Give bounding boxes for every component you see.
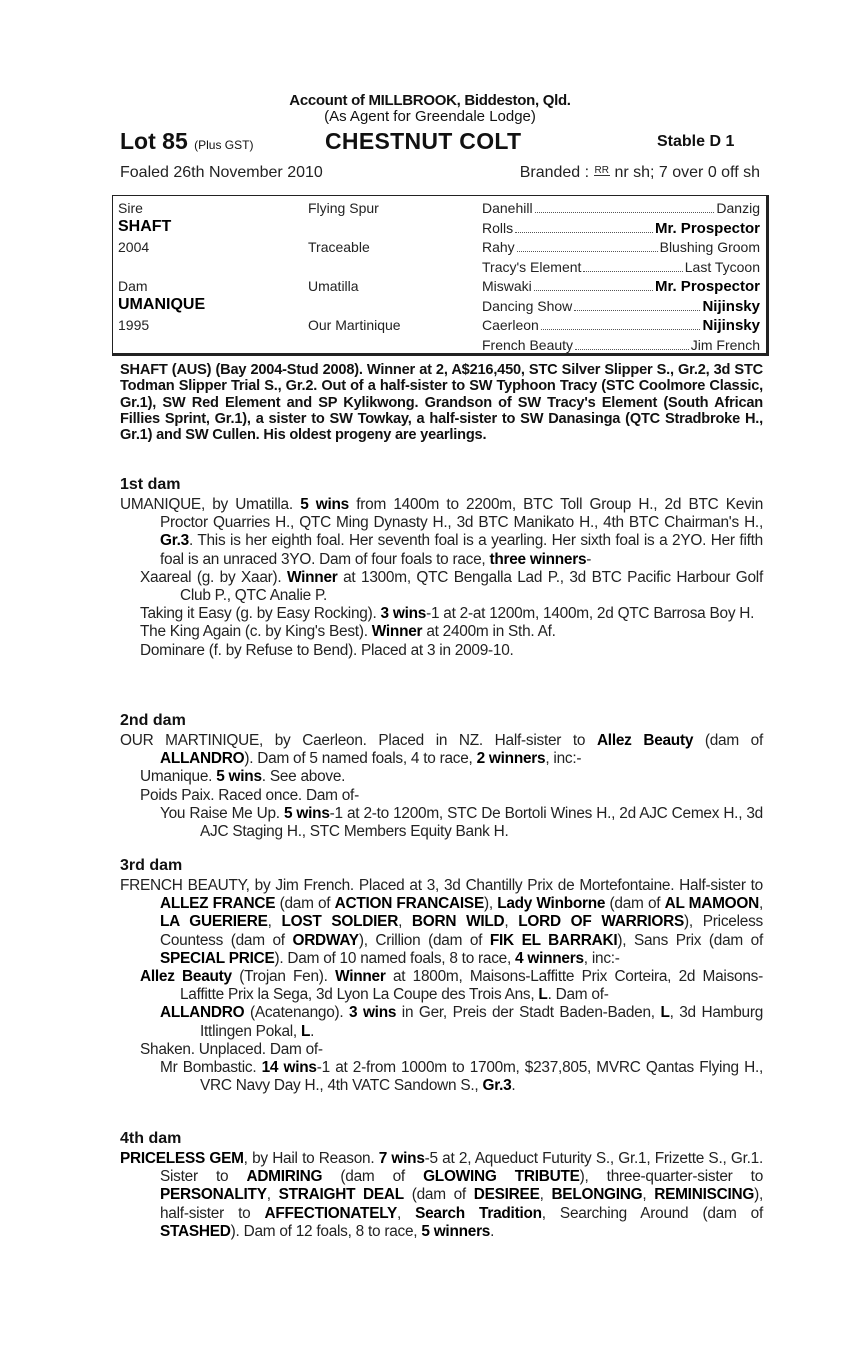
entry-text: -1 at 2-at 1200m, 1400m, 2d QTC Barrosa Boy H. bbox=[426, 605, 755, 623]
entry-text: FRENCH BEAUTY, by Jim French. Placed at 3, 3d Chantilly Prix de Mortefontaine. Half-sister to bbox=[120, 877, 763, 894]
entry-text: ). Dam of 10 named foals, 8 to race, bbox=[274, 949, 516, 967]
entry-text: Poids Paix. Raced once. Dam of- bbox=[140, 786, 359, 804]
pedigree-entry bbox=[120, 1004, 763, 1040]
ancestor-sire: Mr. Prospector bbox=[654, 278, 760, 295]
highlight-text: SPECIAL PRICE bbox=[160, 949, 275, 967]
vendor-agent: (As Agent for Greendale Lodge) bbox=[324, 108, 536, 125]
entry-text: , bbox=[267, 913, 282, 931]
lot-number bbox=[120, 128, 253, 155]
entry-text: Mr Bombastic. bbox=[160, 1059, 262, 1077]
dam-name: UMANIQUE bbox=[118, 296, 206, 313]
entry-text: Umanique. bbox=[140, 768, 217, 786]
pedigree-entry bbox=[120, 496, 763, 569]
entry-text: , bbox=[266, 1186, 279, 1204]
dam-sire: Umatilla bbox=[308, 278, 359, 294]
sire-summary: SHAFT (AUS) (Bay 2004-Stud 2008). Winner at 2, A$216,450, STC Silver Slipper S., Gr.2, 3d STC Todman Slipper Trial S., Gr.2. Out of a half-sister to SW Typhoon Tracy (STC Coolmore Classic, Gr.1), SW Red Element and SP Kylikwong. Grandson of SW Tracy's Element (South African Fillies Sprint, Gr.1), a sister to SW Towkay, a half-sister to SW Danasinga (QTC Stradbroke H., Gr.1) and SW Cullen. His oldest progeny are yearlings. bbox=[120, 362, 763, 444]
highlight-text: 5 wins bbox=[300, 496, 349, 513]
entry-text: ), half-sister to bbox=[160, 1186, 763, 1222]
entry-text: ). Dam of 12 foals, 8 to race, bbox=[230, 1222, 422, 1240]
entry-text: from 1400m to 2200m, BTC Toll Group H., 2d BTC Kevin Proctor Quarries H., QTC Ming Dynasty H., 3d BTC Manikato H., 4th BTC Chairman's H., bbox=[160, 496, 764, 532]
entry-text: OUR MARTINIQUE, by Caerleon. Placed in NZ. Half-sister to bbox=[120, 732, 597, 749]
pedigree-entry bbox=[120, 787, 763, 805]
pedigree-entry bbox=[120, 877, 763, 968]
pedigree-gen3-row bbox=[482, 200, 760, 216]
entry-text: at 1300m, QTC Bengalla Lad P., 3d BTC Pacific Harbour Golf Club P., QTC Analie P. bbox=[180, 568, 763, 605]
ancestor-sire: Danzig bbox=[716, 200, 760, 216]
dam-section bbox=[120, 857, 763, 1095]
highlight-text: Gr.3 bbox=[482, 1077, 512, 1095]
highlight-text: 7 wins bbox=[378, 1150, 425, 1167]
highlight-text: three winners bbox=[489, 550, 587, 568]
entry-text: . See above. bbox=[261, 768, 346, 786]
entry-text: , bbox=[504, 913, 519, 931]
highlight-text: Allez Beauty bbox=[596, 732, 694, 749]
entry-text: Dominare (f. by Refuse to Bend). Placed at 3 in 2009-10. bbox=[140, 641, 514, 659]
highlight-text: 3 wins bbox=[349, 1004, 397, 1022]
section-heading: 4th dam bbox=[120, 1130, 182, 1147]
highlight-text: 5 winners bbox=[421, 1222, 491, 1240]
entry-text: . bbox=[310, 1022, 315, 1040]
leader-dots bbox=[517, 241, 658, 252]
ancestor-name: Danehill bbox=[482, 200, 533, 216]
pedigree-entry bbox=[120, 805, 763, 841]
entry-text: (dam of bbox=[693, 732, 763, 749]
entry-text: at 1800m, Maisons-Laffitte Prix Corteira, 2d Maisons-Laffitte Prix la Sega, 3d Lyon La Coupe des Trois Ans, bbox=[180, 968, 763, 1004]
ancestor-sire: Jim French bbox=[690, 336, 760, 353]
pedigree-gen3-row bbox=[482, 298, 760, 315]
pedigree-gen3-row bbox=[482, 278, 760, 295]
highlight-text: 14 wins bbox=[261, 1059, 317, 1077]
dam-section bbox=[120, 1130, 763, 1241]
highlight-text: ORDWAY bbox=[292, 931, 359, 949]
ancestor-sire: Blushing Groom bbox=[659, 239, 760, 255]
entry-text: ), three-quarter-sister to bbox=[579, 1168, 764, 1186]
entry-text: (Acatenango). bbox=[244, 1004, 350, 1022]
vendor-account: Account of MILLBROOK, Biddeston, Qld. bbox=[289, 92, 571, 109]
highlight-text: AFFECTIONATELY bbox=[264, 1204, 397, 1222]
entry-text: -1 at 2-from 1000m to 1700m, $237,805, MVRC Qantas Flying H., VRC Navy Day H., 4th VATC Sandown S., bbox=[200, 1059, 764, 1095]
leader-dots bbox=[575, 339, 689, 350]
pedigree-entry bbox=[120, 623, 763, 641]
sire-year: 2004 bbox=[118, 239, 150, 255]
foaled-date: Foaled 26th November 2010 bbox=[120, 164, 323, 181]
entry-text: ), bbox=[483, 895, 498, 913]
highlight-text: STRAIGHT DEAL bbox=[278, 1186, 404, 1204]
colour-sex: CHESTNUT COLT bbox=[325, 128, 522, 154]
entry-text: , bbox=[539, 1186, 552, 1204]
entry-text: - bbox=[586, 550, 592, 568]
highlight-text: Allez Beauty bbox=[140, 968, 232, 986]
entry-text: . Dam of- bbox=[547, 986, 609, 1004]
entry-text: , inc:- bbox=[545, 750, 582, 768]
leader-dots bbox=[535, 202, 715, 213]
branded-info bbox=[520, 164, 760, 182]
highlight-text: ALLANDRO bbox=[160, 750, 245, 768]
entry-text: , bbox=[398, 913, 412, 931]
highlight-text: BORN WILD bbox=[411, 913, 505, 931]
entry-text: , bbox=[758, 895, 763, 913]
leader-dots bbox=[574, 300, 700, 311]
highlight-text: LORD OF WARRIORS bbox=[518, 913, 685, 931]
highlight-text: LA GUERIERE bbox=[160, 913, 268, 931]
highlight-text: BELONGING bbox=[551, 1186, 643, 1204]
entry-text: (dam of bbox=[605, 895, 665, 913]
pedigree-entry bbox=[120, 1059, 763, 1095]
pedigree-entry bbox=[120, 642, 763, 660]
dam-section bbox=[120, 712, 763, 841]
ancestor-sire: Nijinsky bbox=[702, 317, 760, 334]
ancestor-name: French Beauty bbox=[482, 336, 574, 353]
stable-location: Stable D 1 bbox=[657, 133, 735, 150]
highlight-text: PERSONALITY bbox=[160, 1186, 267, 1204]
entry-text: ), Crillion (dam of bbox=[358, 931, 490, 949]
entry-text: , Searching Around (dam of bbox=[541, 1204, 763, 1222]
entry-text: ), Priceless Countess (dam of bbox=[160, 913, 763, 949]
highlight-text: FIK EL BARRAKI bbox=[489, 931, 618, 949]
dam-section bbox=[120, 476, 763, 660]
ancestor-sire: Mr. Prospector bbox=[654, 219, 760, 237]
entry-text: Taking it Easy (g. by Easy Rocking). bbox=[140, 605, 381, 623]
pedigree-gen3-row bbox=[482, 239, 760, 255]
highlight-text: Winner bbox=[335, 968, 386, 986]
pedigree-gen3-row bbox=[482, 259, 760, 275]
ancestor-name: Rolls bbox=[482, 219, 514, 236]
highlight-text: 3 wins bbox=[380, 605, 427, 623]
branded-label: Branded : bbox=[519, 164, 590, 181]
highlight-text: 4 winners bbox=[515, 949, 584, 967]
entry-text: , bbox=[642, 1186, 655, 1204]
entry-text: Shaken. Unplaced. Dam of- bbox=[140, 1040, 323, 1058]
entry-text: . bbox=[490, 1222, 495, 1240]
leader-dots bbox=[534, 280, 653, 291]
highlight-text: DESIREE bbox=[473, 1186, 540, 1204]
entry-text: , inc:- bbox=[583, 949, 620, 967]
entry-text: -5 at 2, Aqueduct Futurity S., Gr.1, Frizette S., Gr.1. Sister to bbox=[160, 1150, 763, 1186]
pedigree-entry bbox=[120, 968, 763, 1004]
highlight-text: 5 wins bbox=[283, 804, 330, 822]
pedigree-gen3-row bbox=[482, 317, 760, 334]
pedigree-entry bbox=[120, 768, 763, 786]
pedigree-gen3-row bbox=[482, 337, 760, 353]
entry-text: . This is her eighth foal. Her seventh foal is a yearling. Her sixth foal is a 2YO. Her fifth foal is an unraced 3YO. Dam of four foals to race, bbox=[160, 532, 763, 568]
lot-label: Lot 85 bbox=[120, 128, 188, 154]
pedigree-entry bbox=[120, 569, 763, 605]
highlight-text: Gr.3 bbox=[160, 532, 189, 550]
ancestor-sire: Nijinsky bbox=[702, 297, 760, 315]
pedigree-table bbox=[112, 195, 769, 356]
entry-text: Xaareal (g. by Xaar). bbox=[140, 568, 287, 586]
ancestor-name: Rahy bbox=[482, 239, 515, 255]
highlight-text: ADMIRING bbox=[246, 1168, 323, 1186]
entry-text: (dam of bbox=[275, 895, 335, 913]
highlight-text: L bbox=[300, 1022, 311, 1040]
ancestor-name: Dancing Show bbox=[482, 297, 573, 314]
dam-year: 1995 bbox=[118, 317, 150, 333]
highlight-text: REMINISCING bbox=[654, 1186, 755, 1204]
leader-dots bbox=[515, 222, 653, 233]
entry-text: -1 at 2-to 1200m, STC De Bortoli Wines H., 2d AJC Cemex H., 3d AJC Staging H., STC Members Equity Bank H. bbox=[200, 804, 763, 841]
entry-text: (dam of bbox=[322, 1168, 424, 1186]
ancestor-name: Miswaki bbox=[482, 278, 532, 294]
pedigree-gen3-row bbox=[482, 220, 760, 237]
leader-dots bbox=[583, 261, 682, 272]
highlight-text: LOST SOLDIER bbox=[281, 913, 399, 931]
entry-text: (dam of bbox=[403, 1186, 474, 1204]
highlight-text: ALLEZ FRANCE bbox=[160, 895, 276, 913]
entry-text: You Raise Me Up. bbox=[160, 804, 284, 822]
highlight-text: Lady Winborne bbox=[497, 895, 606, 913]
brand-mark-icon: RR bbox=[594, 165, 609, 176]
highlight-text: 2 winners bbox=[476, 750, 546, 768]
sire-label: Sire bbox=[118, 200, 143, 216]
dam-dam: Our Martinique bbox=[308, 317, 401, 333]
highlight-text: GLOWING TRIBUTE bbox=[423, 1168, 580, 1186]
highlight-text: AL MAMOON bbox=[664, 895, 759, 913]
gst-note: (Plus GST) bbox=[194, 138, 254, 152]
entry-text: ). Dam of 5 named foals, 4 to race, bbox=[244, 750, 477, 768]
pedigree-entry bbox=[120, 1041, 763, 1059]
highlight-text: L bbox=[538, 986, 548, 1004]
entry-text: . bbox=[511, 1077, 516, 1095]
pedigree-entry bbox=[120, 732, 763, 768]
highlight-text: L bbox=[660, 1004, 670, 1022]
ancestor-sire: Last Tycoon bbox=[684, 258, 760, 275]
branded-text: nr sh; 7 over 0 off sh bbox=[614, 164, 760, 181]
ancestor-name: Tracy's Element bbox=[482, 258, 582, 275]
highlight-text: Search Tradition bbox=[415, 1204, 542, 1222]
sire-sire: Flying Spur bbox=[308, 200, 379, 216]
highlight-text: ACTION FRANCAISE bbox=[334, 895, 484, 913]
highlight-text: Winner bbox=[286, 568, 338, 586]
entry-text: in Ger, Preis der Stadt Baden-Baden, bbox=[396, 1004, 661, 1022]
section-heading: 2nd dam bbox=[120, 712, 186, 729]
section-heading: 1st dam bbox=[120, 476, 181, 493]
entry-text: , by Hail to Reason. bbox=[243, 1150, 379, 1167]
highlight-text: ALLANDRO bbox=[160, 1004, 245, 1022]
section-heading: 3rd dam bbox=[120, 857, 183, 874]
entry-text: The King Again (c. by King's Best). bbox=[140, 623, 372, 641]
ancestor-name: Caerleon bbox=[482, 317, 539, 333]
entry-text: ), Sans Prix (dam of bbox=[617, 931, 763, 949]
highlight-text: STASHED bbox=[160, 1222, 231, 1240]
sire-name: SHAFT bbox=[118, 218, 172, 235]
pedigree-entry bbox=[120, 1150, 763, 1241]
entry-text: UMANIQUE, by Umatilla. bbox=[120, 496, 301, 513]
entry-text: , 3d Hamburg Ittlingen Pokal, bbox=[200, 1004, 764, 1040]
dam-label: Dam bbox=[118, 278, 148, 294]
highlight-text: Winner bbox=[371, 623, 423, 641]
entry-text: (Trojan Fen). bbox=[231, 968, 336, 986]
pedigree-entry bbox=[120, 605, 763, 623]
entry-text: at 2400m in Sth. Af. bbox=[422, 623, 556, 641]
highlight-text: PRICELESS GEM bbox=[120, 1150, 244, 1167]
entry-text: , bbox=[396, 1204, 416, 1222]
sire-dam: Traceable bbox=[308, 239, 370, 255]
leader-dots bbox=[541, 319, 701, 330]
highlight-text: 5 wins bbox=[216, 768, 262, 786]
